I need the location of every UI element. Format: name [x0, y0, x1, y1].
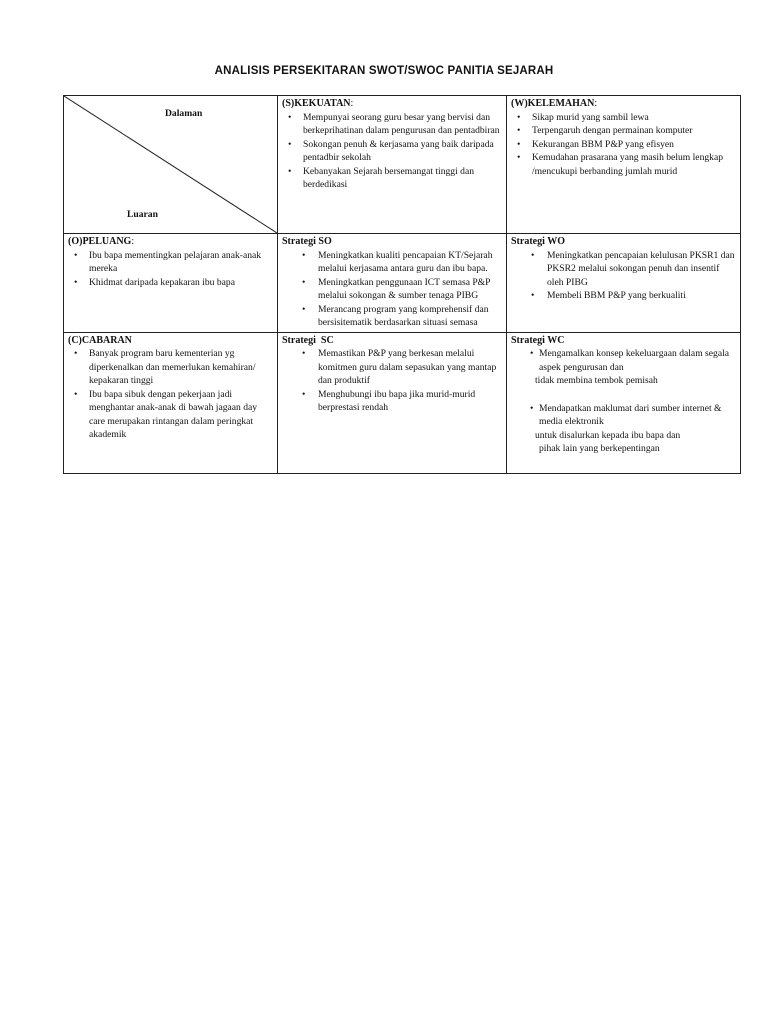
list-item: • Kemudahan prasarana yang masih belum lengkap /mencukupi berbanding jumlah murid [511, 151, 736, 178]
strategy-wo-list [511, 249, 736, 303]
strategy-wc-heading: Strategi WC [511, 334, 565, 346]
list-item: • Merancang program yang komprehensif dan bersisitematik berdasarkan situasi semasa [282, 303, 502, 330]
list-item-continuation: tidak membina tembok pemisah [535, 375, 658, 386]
opportunities-cell [64, 234, 278, 333]
weaknesses-cell [507, 96, 741, 234]
list-item: • Meningkatkan pencapaian kelulusan PKSR1 dan PKSR2 melalui sokongan penuh dan insentif oleh PIBG [511, 249, 736, 290]
list-item: • Meningkatkan penggunaan ICT semasa P&P melalui sokongan & sumber tenaga PIBG [282, 276, 502, 303]
table-row [64, 96, 741, 234]
list-item: • Banyak program baru kementerian yg diperkenalkan dan memerlukan kemahiran/ kepakaran tinggi [68, 347, 273, 388]
list-item: • Sikap murid yang sambil lewa [511, 111, 736, 125]
list-item: • Ibu bapa mementingkan pelajaran anak-anak mereka [68, 249, 273, 276]
dalaman-label: Dalaman [165, 108, 203, 119]
strengths-cell [278, 96, 507, 234]
opportunities-list [68, 249, 273, 290]
list-item: • Sokongan penuh & kerjasama yang baik daripada pentadbir sekolah [282, 138, 502, 165]
document-title: ANALISIS PERSEKITARAN SWOT/SWOC PANITIA SEJARAH [214, 65, 554, 77]
challenges-heading: (C)CABARAN [68, 334, 132, 346]
strategy-wo-heading: Strategi WO [511, 236, 565, 247]
strategy-sc-heading: Strategi SC [282, 334, 334, 346]
opportunities-heading: (O)PELUANG: [68, 236, 135, 247]
strategy-wc-list [511, 347, 736, 374]
list-item: • Mempunyai seorang guru besar yang bervisi dan berkeprihatinan dalam pengurusan dan pentadbiran [282, 111, 502, 138]
list-item: • Kekurangan BBM P&P yang efisyen [511, 138, 736, 152]
list-item: • Mendapatkan maklumat dari sumber internet & media elektronik [511, 402, 736, 429]
swot-table [63, 95, 741, 474]
strengths-list [282, 111, 502, 192]
list-item: • Khidmat daripada kepakaran ibu bapa [68, 276, 273, 290]
challenges-cell [64, 332, 278, 473]
strategy-wc-cell [507, 332, 741, 473]
table-row [64, 332, 741, 473]
list-item: • Ibu bapa sibuk dengan pekerjaan jadi menghantar anak-anak di bawah jagaan day care merupakan rintangan dalam peringkat akademik [68, 388, 273, 442]
weaknesses-heading: (W)KELEMAHAN: [511, 98, 598, 109]
strategy-wc-list-2 [511, 402, 736, 429]
list-item: • Terpengaruh dengan permainan komputer [511, 124, 736, 138]
luaran-label: Luaran [127, 209, 158, 220]
weaknesses-list [511, 111, 736, 179]
list-item-continuation: untuk disalurkan kepada ibu bapa dan [535, 429, 681, 441]
list-item: • Memastikan P&P yang berkesan melalui komitmen guru dalam sepasukan yang mantap dan produktif [282, 347, 502, 388]
challenges-list [68, 347, 273, 442]
corner-cell [64, 96, 278, 234]
strategy-so-list [282, 249, 502, 330]
strategy-so-heading: Strategi SO [282, 236, 332, 247]
strategy-sc-list [282, 347, 502, 415]
list-item-continuation: pihak lain yang berkepentingan [539, 443, 660, 454]
list-item: • Membeli BBM P&P yang berkualiti [511, 289, 736, 303]
list-item: • Meningkatkan kualiti pencapaian KT/Sejarah melalui kerjasama antara guru dan ibu bapa. [282, 249, 502, 276]
list-item: • Menghubungi ibu bapa jika murid-murid berprestasi rendah [282, 388, 502, 415]
strategy-so-cell [278, 234, 507, 333]
list-item: • Mengamalkan konsep kekeluargaan dalam segala aspek pengurusan dan [511, 347, 736, 374]
strategy-sc-cell [278, 332, 507, 473]
strategy-wo-cell [507, 234, 741, 333]
list-item: • Kebanyakan Sejarah bersemangat tinggi dan berdedikasi [282, 165, 502, 192]
table-row [64, 234, 741, 333]
strengths-heading: (S)KEKUATAN: [282, 98, 354, 109]
